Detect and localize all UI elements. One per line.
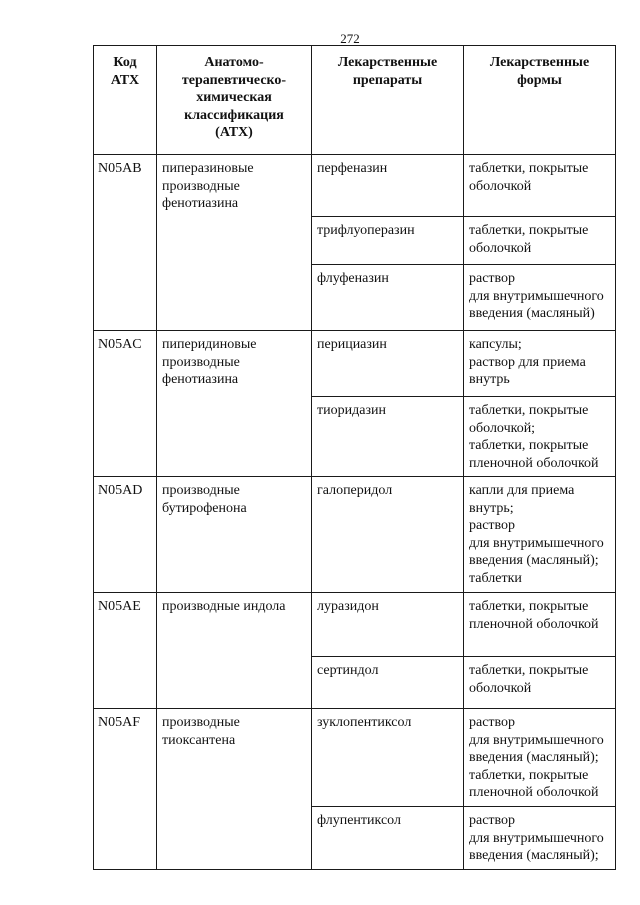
table-row [94,155,616,217]
drug-form-cell: раствор для внутримышечного введения (масляный) [464,265,616,331]
drug-form-cell: капли для приема внутрь; раствор для внутримышечного введения (масляный); таблетки [464,477,616,593]
classification-cell: производные бутирофенона [157,477,312,593]
drug-name-cell: трифлуоперазин [312,217,464,265]
atx-code-cell: N05AF [94,709,157,870]
table-row [94,477,616,593]
drug-form-cell: таблетки, покрытые оболочкой [464,155,616,217]
table-body [94,155,616,870]
atx-code-cell: N05AC [94,331,157,477]
drug-form-cell: таблетки, покрытые оболочкой [464,657,616,709]
classification-cell: производные тиоксантена [157,709,312,870]
drug-form-cell: таблетки, покрытые оболочкой; таблетки, покрытые пленочной оболочкой [464,397,616,477]
drug-name-cell: сертиндол [312,657,464,709]
drug-name-cell: перфеназин [312,155,464,217]
drug-name-cell: луразидон [312,593,464,657]
table-row [94,593,616,657]
drug-name-cell: зуклопентиксол [312,709,464,807]
table-header [94,46,616,155]
atx-table [93,45,616,870]
drug-name-cell: флуфеназин [312,265,464,331]
drug-name-cell: тиоридазин [312,397,464,477]
page-number: 272 [340,31,360,46]
drug-form-cell: таблетки, покрытые пленочной оболочкой [464,593,616,657]
header-forms: Лекарственные формы [464,46,616,155]
atx-code-cell: N05AD [94,477,157,593]
atx-code-cell: N05AE [94,593,157,709]
header-drugs: Лекарственные препараты [312,46,464,155]
atx-code-cell: N05AB [94,155,157,331]
table-row [94,331,616,397]
classification-cell: пиперидиновые производные фенотиазина [157,331,312,477]
classification-cell: пиперазиновые производные фенотиазина [157,155,312,331]
drug-form-cell: таблетки, покрытые оболочкой [464,217,616,265]
header-code: Код АТХ [94,46,157,155]
drug-form-cell: раствор для внутримышечного введения (масляный); таблетки, покрытые пленочной оболочкой [464,709,616,807]
drug-name-cell: галоперидол [312,477,464,593]
classification-cell: производные индола [157,593,312,709]
header-row [94,46,616,155]
drug-form-cell: капсулы; раствор для приема внутрь [464,331,616,397]
table-row [94,709,616,807]
drug-name-cell: перициазин [312,331,464,397]
drug-form-cell: раствор для внутримышечного введения (масляный); [464,807,616,870]
header-classification: Анатомо- терапевтическо- химическая классификация (АТХ) [157,46,312,155]
drug-name-cell: флупентиксол [312,807,464,870]
